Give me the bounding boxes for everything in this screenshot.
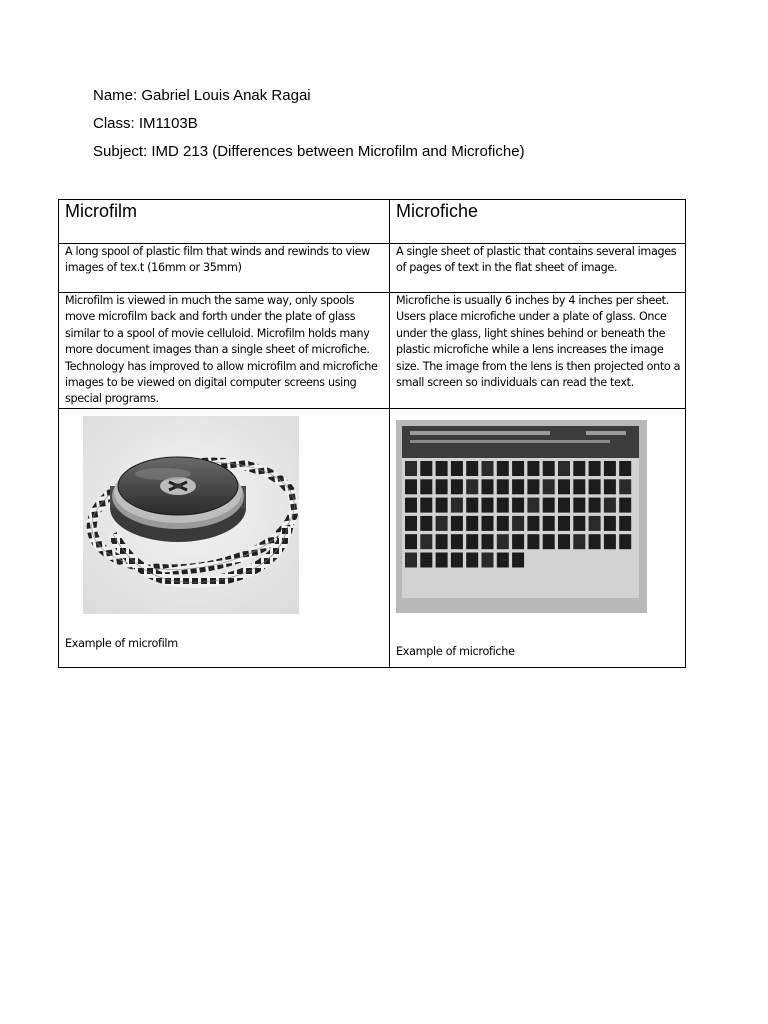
microfilm-definition: A long spool of plastic film that winds and rewinds to view images of tex.t (16mm or 35mm) [59,244,390,293]
table-row [59,293,686,409]
student-class: Class: IM1103B [93,115,198,132]
microfiche-caption: Example of microfiche [396,644,515,658]
microfilm-image-cell [59,408,390,667]
microfiche-usage: Microfiche is usually 6 inches by 4 inches per sheet. Users place microfiche under a plate of glass. Once under the glass, light shines behind or beneath the plastic microfiche while a lens increases the image size. The image from the lens is then projected onto a small screen so individuals can read the text. [390,293,686,409]
microfilm-reel-image [83,416,299,614]
comparison-table [58,199,686,668]
microfiche-sheet-image [396,420,647,613]
microfiche-definition: A single sheet of plastic that contains several images of pages of text in the flat sheet of image. [390,244,686,293]
subject-line: Subject: IMD 213 (Differences between Microfilm and Microfiche) [93,143,525,160]
table-image-row [59,408,686,667]
table-header-row [59,200,686,244]
microfiche-image-cell [390,408,686,667]
student-name: Name: Gabriel Louis Anak Ragai [93,87,311,104]
column-header-microfiche: Microfiche [390,200,686,244]
microfilm-caption: Example of microfilm [65,636,178,650]
document-header [93,86,525,170]
table-row [59,244,686,293]
column-header-microfilm: Microfilm [59,200,390,244]
microfilm-usage: Microfilm is viewed in much the same way, only spools move microfilm back and forth under the plate of glass similar to a spool of movie celluloid. Microfilm holds many more document images than a single sheet of microfiche. Technology has improved to allow microfilm and microfiche images to be viewed on digital computer screens using special programs. [59,293,390,409]
